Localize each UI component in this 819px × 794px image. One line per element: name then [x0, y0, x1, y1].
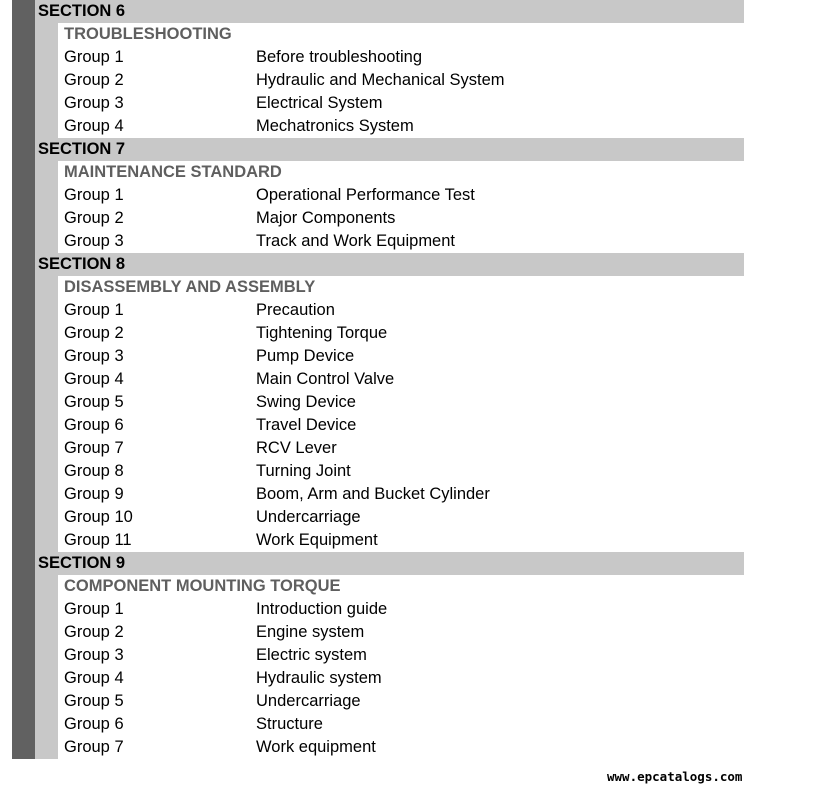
left-margin-bar	[12, 0, 35, 759]
group-row[interactable]	[64, 299, 744, 322]
group-label: Group 2	[64, 324, 124, 342]
group-title: Pump Device	[256, 347, 355, 365]
group-label: Group 3	[64, 646, 124, 664]
section-title: MAINTENANCE STANDARD	[64, 163, 282, 181]
section-header: SECTION 6	[35, 0, 744, 23]
group-label: Group 8	[64, 462, 124, 480]
group-title: Turning Joint	[256, 462, 351, 480]
group-row[interactable]	[64, 736, 744, 759]
section-body	[35, 23, 744, 138]
section-block	[35, 138, 744, 253]
group-row[interactable]	[64, 184, 744, 207]
section-body	[35, 161, 744, 253]
group-title: Mechatronics System	[256, 117, 414, 135]
section-content	[58, 276, 744, 552]
group-title: Before troubleshooting	[256, 48, 423, 66]
group-title: Work equipment	[256, 738, 376, 756]
group-row[interactable]	[64, 621, 744, 644]
group-row[interactable]	[64, 460, 744, 483]
group-label: Group 2	[64, 209, 124, 227]
section-block	[35, 253, 744, 552]
section-body	[35, 276, 744, 552]
group-row[interactable]	[64, 368, 744, 391]
group-label: Group 3	[64, 94, 124, 112]
section-indent-bar	[35, 161, 58, 253]
section-header: SECTION 7	[35, 138, 744, 161]
group-label: Group 1	[64, 600, 124, 618]
group-row[interactable]	[64, 207, 744, 230]
section-indent-bar	[35, 276, 58, 552]
group-row[interactable]	[64, 690, 744, 713]
group-row[interactable]	[64, 529, 744, 552]
group-row[interactable]	[64, 483, 744, 506]
group-label: Group 2	[64, 71, 124, 89]
section-header: SECTION 9	[35, 552, 744, 575]
group-title: Electrical System	[256, 94, 383, 112]
group-label: Group 1	[64, 186, 124, 204]
group-title: Undercarriage	[256, 508, 361, 526]
group-row[interactable]	[64, 414, 744, 437]
group-label: Group 7	[64, 738, 124, 756]
table-of-contents	[35, 0, 744, 759]
group-title: Precaution	[256, 301, 335, 319]
group-title: Tightening Torque	[256, 324, 388, 342]
group-label: Group 6	[64, 416, 124, 434]
section-block	[35, 0, 744, 138]
group-label: Group 5	[64, 393, 124, 411]
group-label: Group 10	[64, 508, 133, 526]
group-label: Group 4	[64, 669, 124, 687]
group-title: Operational Performance Test	[256, 186, 475, 204]
group-title: RCV Lever	[256, 439, 337, 457]
group-title: Swing Device	[256, 393, 356, 411]
section-indent-bar	[35, 575, 58, 759]
group-label: Group 1	[64, 48, 124, 66]
section-header: SECTION 8	[35, 253, 744, 276]
group-row[interactable]	[64, 598, 744, 621]
group-title: Structure	[256, 715, 323, 733]
section-indent-bar	[35, 23, 58, 138]
section-title: TROUBLESHOOTING	[64, 25, 232, 43]
group-row[interactable]	[64, 92, 744, 115]
group-title: Undercarriage	[256, 692, 361, 710]
section-title: DISASSEMBLY AND ASSEMBLY	[64, 278, 316, 296]
section-content	[58, 23, 744, 138]
group-title: Travel Device	[256, 416, 357, 434]
group-title: Work Equipment	[256, 531, 378, 549]
group-title: Hydraulic system	[256, 669, 382, 687]
group-label: Group 1	[64, 301, 124, 319]
group-row[interactable]	[64, 46, 744, 69]
group-title: Engine system	[256, 623, 365, 641]
group-row[interactable]	[64, 115, 744, 138]
group-title: Track and Work Equipment	[256, 232, 455, 250]
group-label: Group 5	[64, 692, 124, 710]
group-label: Group 3	[64, 347, 124, 365]
section-content	[58, 575, 744, 759]
group-title: Electric system	[256, 646, 367, 664]
group-label: Group 6	[64, 715, 124, 733]
group-row[interactable]	[64, 437, 744, 460]
group-label: Group 4	[64, 117, 124, 135]
section-block	[35, 552, 744, 759]
group-title: Major Components	[256, 209, 396, 227]
group-row[interactable]	[64, 322, 744, 345]
group-title: Introduction guide	[256, 600, 388, 618]
group-label: Group 4	[64, 370, 124, 388]
group-row[interactable]	[64, 506, 744, 529]
section-content	[58, 161, 744, 253]
group-row[interactable]	[64, 644, 744, 667]
section-title: COMPONENT MOUNTING TORQUE	[64, 577, 341, 595]
group-label: Group 7	[64, 439, 124, 457]
group-label: Group 11	[64, 531, 132, 549]
group-label: Group 9	[64, 485, 124, 503]
group-row[interactable]	[64, 69, 744, 92]
footer-watermark-url: www.epcatalogs.com	[607, 769, 743, 784]
group-label: Group 2	[64, 623, 124, 641]
group-row[interactable]	[64, 713, 744, 736]
group-title: Boom, Arm and Bucket Cylinder	[256, 485, 490, 503]
group-row[interactable]	[64, 667, 744, 690]
group-title: Main Control Valve	[256, 370, 395, 388]
group-title: Hydraulic and Mechanical System	[256, 71, 505, 89]
group-row[interactable]	[64, 391, 744, 414]
group-row[interactable]	[64, 345, 744, 368]
group-label: Group 3	[64, 232, 124, 250]
section-body	[35, 575, 744, 759]
group-row[interactable]	[64, 230, 744, 253]
